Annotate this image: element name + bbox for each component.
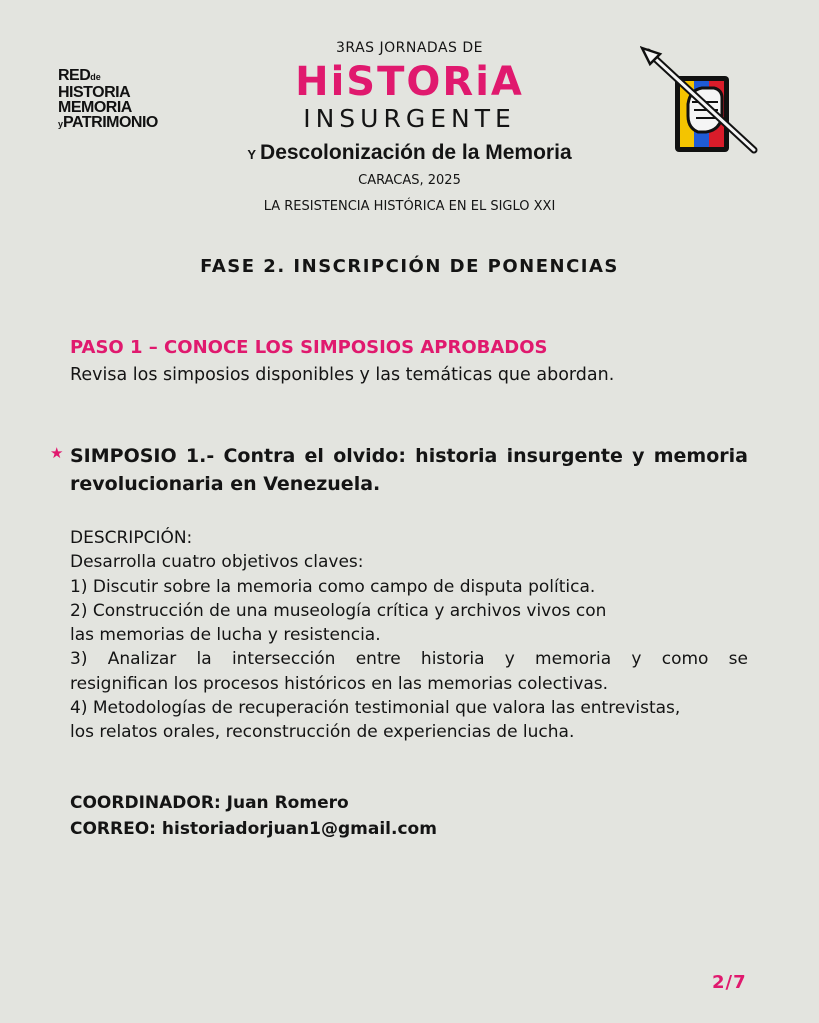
descolonizacion-title: Y Descolonización de la Memoria <box>247 141 572 164</box>
insurgente-title: INSURGENTE <box>303 104 516 133</box>
objective-3b: resignifican los procesos históricos en las memorias colectivas. <box>70 673 609 694</box>
step-description: Revisa los simposios disponibles y las temáticas que abordan. <box>70 365 615 385</box>
city-year: CARACAS, 2025 <box>358 173 461 188</box>
objective-1: 1) Discutir sobre la memoria como campo de disputa política. <box>70 576 596 597</box>
symposium-title: SIMPOSIO 1.- Contra el olvido: historia insurgente y memoria revolucionaria en Venezuela. <box>70 445 748 495</box>
phase-title: FASE 2. INSCRIPCIÓN DE PONENCIAS <box>200 256 619 277</box>
objective-2a: 2) Construcción de una museología crítica y archivos vivos con <box>70 600 607 621</box>
tagline: LA RESISTENCIA HISTÓRICA EN EL SIGLO XXI <box>263 199 556 214</box>
objective-4a: 4) Metodologías de recuperación testimonial que valora las entrevistas, <box>70 698 681 719</box>
fist-spear-emblem-icon <box>640 46 760 154</box>
coordinator-name: COORDINADOR: Juan Romero <box>70 793 349 813</box>
edition-label: 3RAS JORNADAS DE <box>336 40 483 56</box>
historia-title: HiSTORiA <box>295 59 524 105</box>
description-heading: DESCRIPCIÓN: <box>70 528 193 548</box>
description-intro: Desarrolla cuatro objetivos claves: <box>70 552 364 573</box>
coordinator-block <box>70 790 437 842</box>
step-title: PASO 1 – CONOCE LOS SIMPOSIOS APROBADOS <box>70 337 548 358</box>
star-icon: ★ <box>50 444 64 462</box>
coordinator-email: CORREO: historiadorjuan1@gmail.com <box>70 819 437 839</box>
page-number: 2/7 <box>712 972 747 993</box>
objective-3a: 3) Analizar la intersección entre historia y memoria y como se <box>70 649 748 670</box>
red-historia-logo: REDde HISTORIA MEMORIA yPATRIMONIO <box>58 67 158 131</box>
objective-4b: los relatos orales, reconstrucción de experiencias de lucha. <box>70 722 575 743</box>
objective-2b: las memorias de lucha y resistencia. <box>70 625 381 646</box>
symposium-description <box>70 526 748 745</box>
